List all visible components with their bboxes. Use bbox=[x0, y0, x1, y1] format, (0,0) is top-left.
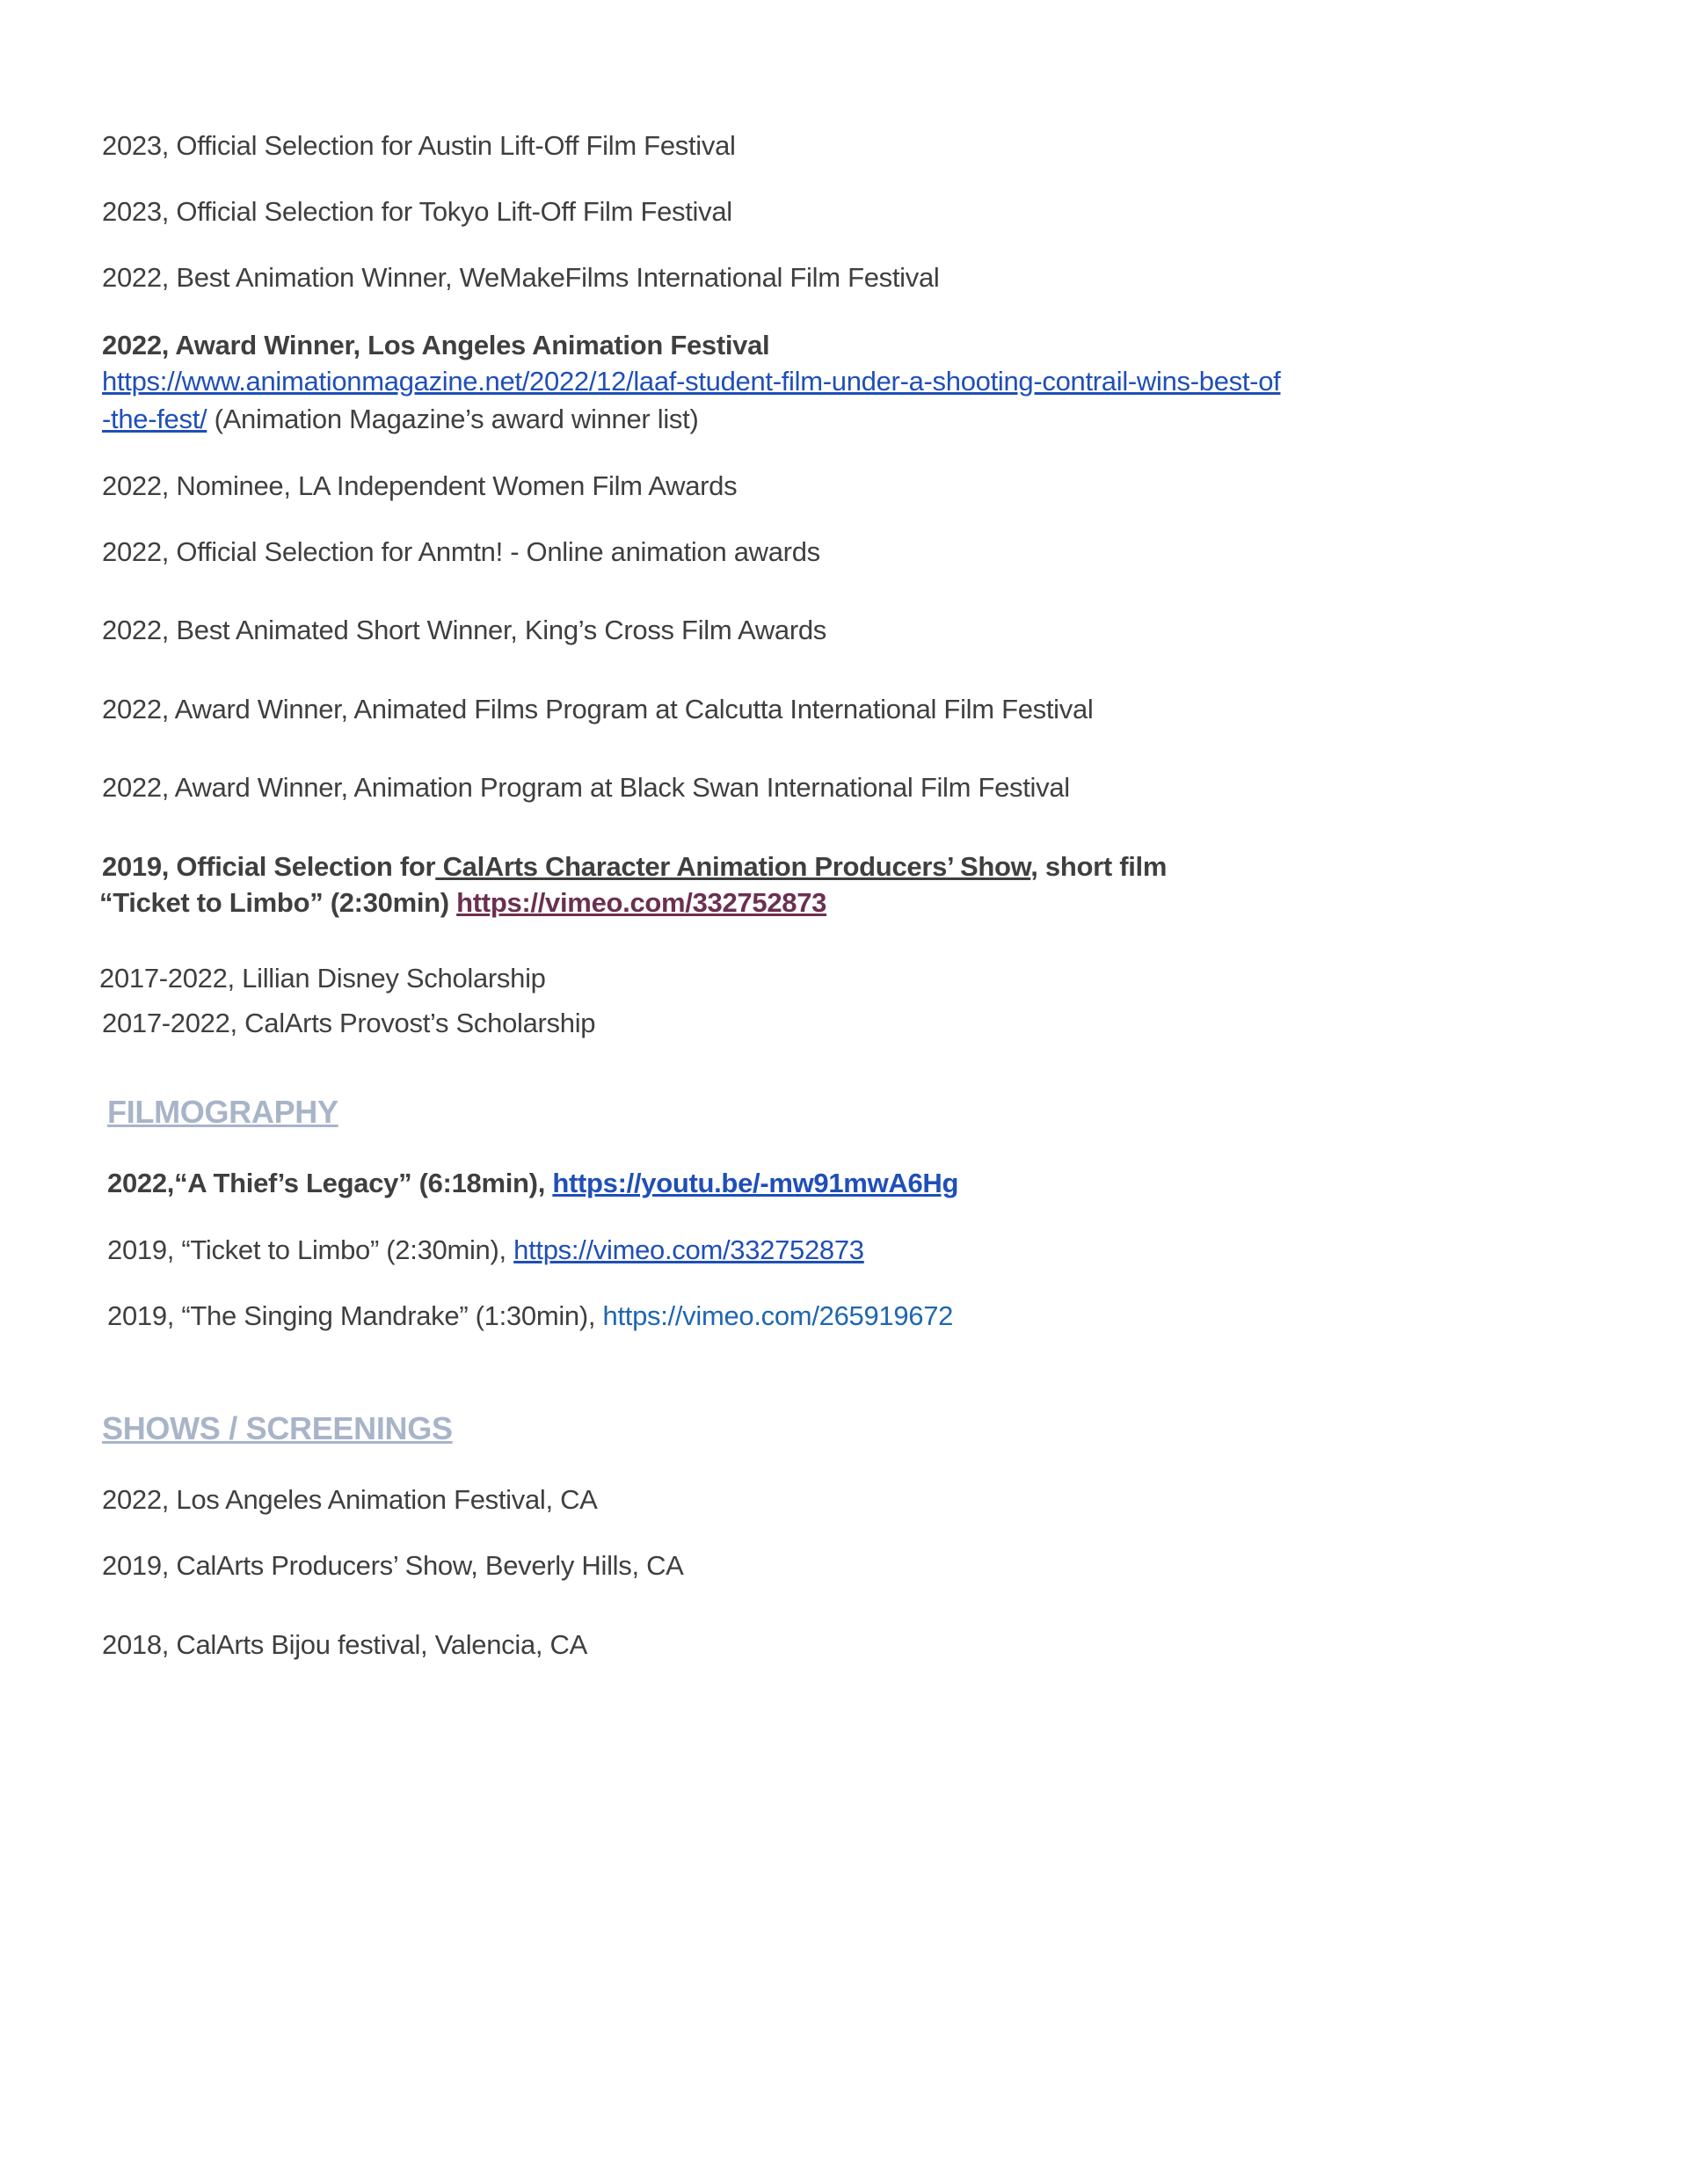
award-item-title: 2022, Award Winner, Los Angeles Animation Festival bbox=[102, 330, 770, 360]
vimeo-link[interactable]: https://vimeo.com/332752873 bbox=[513, 1234, 864, 1265]
award-item: 2022, Award Winner, Animated Films Program at Calcutta International Film Festival bbox=[102, 694, 1094, 724]
award-item: 2022, Nominee, LA Independent Women Film Awards bbox=[102, 470, 738, 501]
animation-magazine-link-cont[interactable]: -the-fest/ bbox=[102, 404, 207, 434]
award-item: 2022, Best Animated Short Winner, King’s Cross Film Awards bbox=[102, 615, 827, 645]
youtube-link[interactable]: https://youtu.be/-mw91mwA6Hg bbox=[552, 1168, 959, 1198]
vimeo-link[interactable]: https://vimeo.com/332752873 bbox=[456, 887, 827, 918]
award-suffix: , short film bbox=[1030, 851, 1168, 882]
award-item: 2023, Official Selection for Tokyo Lift-Off Film Festival bbox=[102, 196, 732, 227]
producers-show-link[interactable]: CalArts Character Animation Producers’ Show bbox=[435, 851, 1031, 882]
filmography-heading: FILMOGRAPHY bbox=[107, 1094, 338, 1130]
scholarship-item: 2017-2022, Lillian Disney Scholarship bbox=[99, 963, 546, 994]
shows-heading: SHOWS / SCREENINGS bbox=[102, 1410, 453, 1446]
film-text: 2019, “The Singing Mandrake” (1:30min), bbox=[107, 1300, 603, 1331]
show-item: 2022, Los Angeles Animation Festival, CA bbox=[102, 1484, 598, 1515]
award-item-link-line bbox=[102, 363, 1280, 400]
award-item: 2022, Best Animation Winner, WeMakeFilms International Film Festival bbox=[102, 262, 940, 293]
film-text: 2022,“A Thief’s Legacy” (6:18min), bbox=[107, 1168, 553, 1198]
show-item: 2018, CalArts Bijou festival, Valencia, CA bbox=[102, 1629, 587, 1660]
award-item-film-line bbox=[99, 885, 826, 921]
award-item: 2023, Official Selection for Austin Lift-Off Film Festival bbox=[102, 130, 736, 161]
show-item: 2019, CalArts Producers’ Show, Beverly Hills, CA bbox=[102, 1550, 684, 1581]
vimeo-link[interactable]: https://vimeo.com/265919672 bbox=[602, 1300, 954, 1331]
award-prefix: 2019, Official Selection for bbox=[102, 851, 436, 882]
award-note: (Animation Magazine’s award winner list) bbox=[207, 404, 699, 434]
award-item-link-line bbox=[102, 401, 698, 438]
award-item-producers-show bbox=[102, 848, 1167, 885]
film-item bbox=[107, 1232, 864, 1269]
award-item: 2022, Award Winner, Animation Program at Black Swan International Film Festival bbox=[102, 772, 1070, 803]
film-title: “Ticket to Limbo” (2:30min) bbox=[99, 887, 457, 918]
film-item bbox=[107, 1165, 958, 1202]
award-item: 2022, Official Selection for Anmtn! - Online animation awards bbox=[102, 536, 820, 567]
animation-magazine-link[interactable]: https://www.animationmagazine.net/2022/12/laaf-student-film-under-a-shooting-contrail-wins-best-of bbox=[102, 366, 1281, 397]
film-text: 2019, “Ticket to Limbo” (2:30min), bbox=[107, 1234, 514, 1265]
film-item bbox=[107, 1298, 953, 1335]
scholarship-item: 2017-2022, CalArts Provost’s Scholarship bbox=[102, 1008, 596, 1038]
